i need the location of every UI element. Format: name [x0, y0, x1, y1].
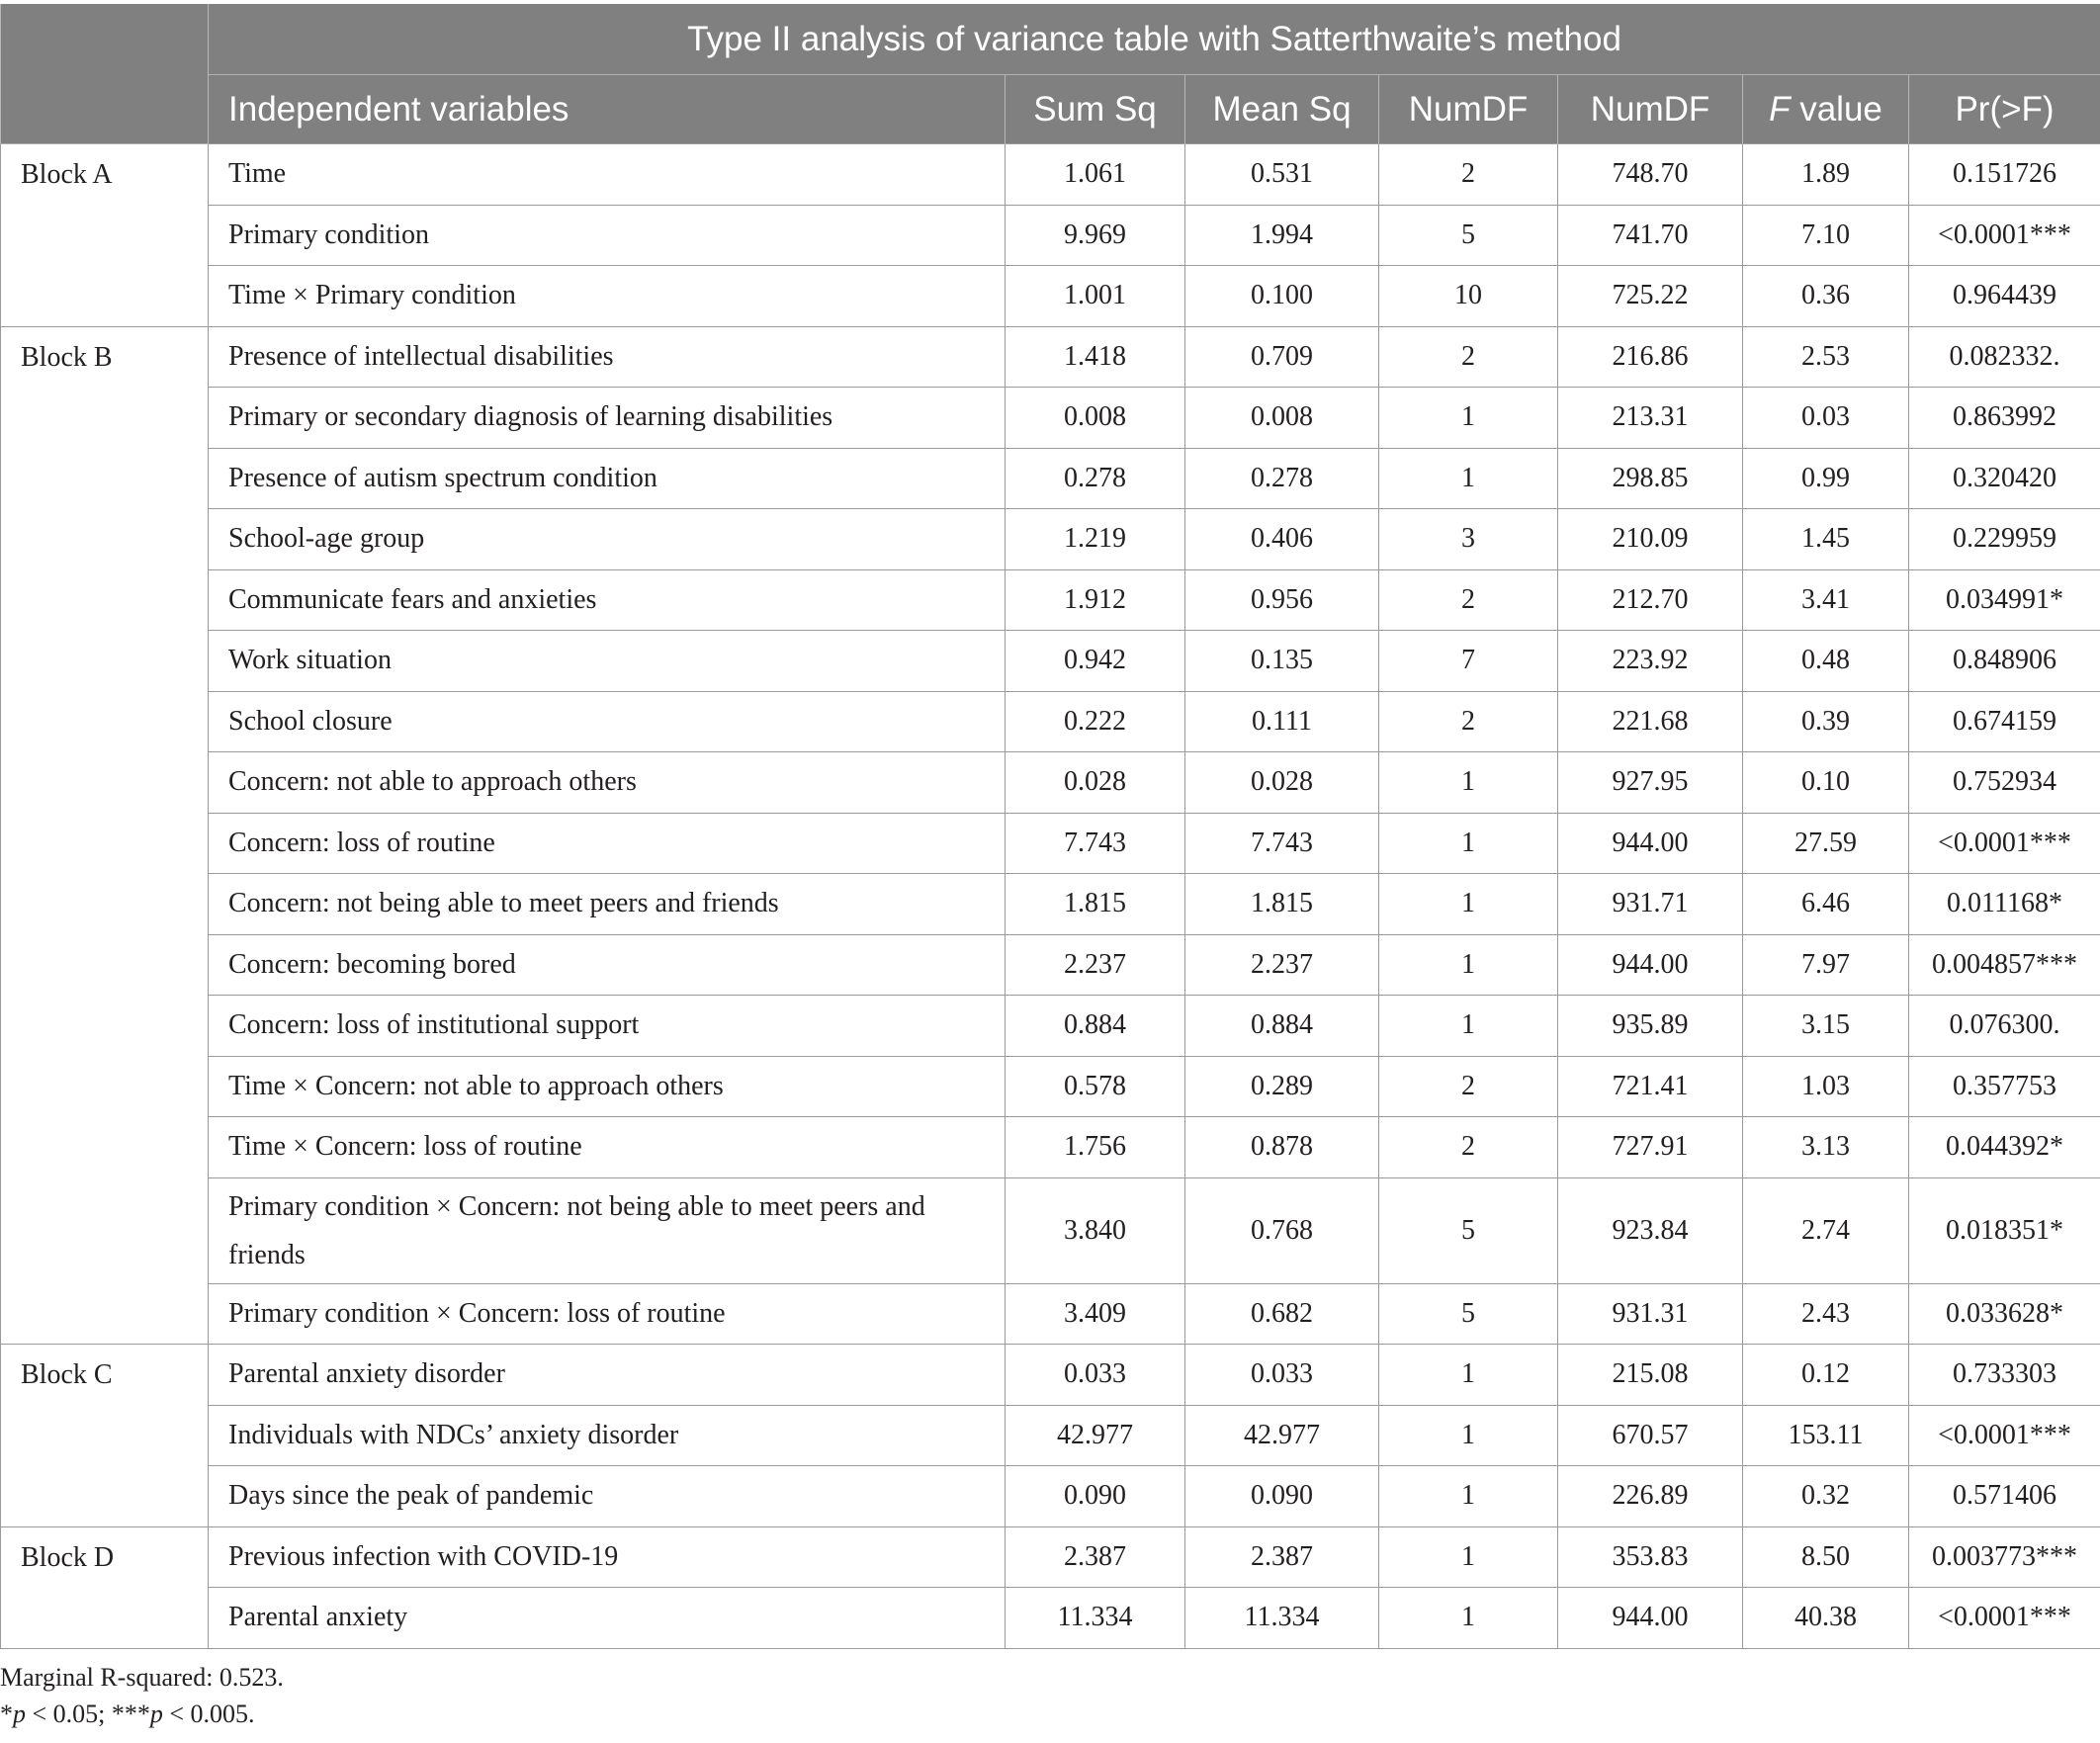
pr-f-cell: 0.011168*: [1909, 874, 2100, 935]
table-row: [1, 691, 2100, 752]
sum-sq-cell: 9.969: [1006, 205, 1185, 266]
mean-sq-cell: 11.334: [1185, 1588, 1379, 1649]
table-row: [1, 326, 2100, 388]
variable-cell: Primary or secondary diagnosis of learning disabilities: [209, 388, 1006, 449]
mean-sq-cell: 0.884: [1185, 996, 1379, 1057]
numdf-cell: 1: [1379, 1405, 1558, 1466]
variable-cell: Presence of autism spectrum condition: [209, 448, 1006, 509]
variable-cell: Work situation: [209, 631, 1006, 692]
dendf-cell: 944.00: [1558, 1588, 1743, 1649]
f-value-cell: 2.74: [1743, 1177, 1909, 1283]
col-header-f-italic: F: [1769, 89, 1791, 129]
numdf-cell: 2: [1379, 569, 1558, 631]
f-value-cell: 1.89: [1743, 144, 1909, 206]
dendf-cell: 670.57: [1558, 1405, 1743, 1466]
numdf-cell: 3: [1379, 509, 1558, 570]
mean-sq-cell: 0.878: [1185, 1117, 1379, 1178]
f-value-cell: 1.45: [1743, 509, 1909, 570]
column-header-row: [1, 75, 2100, 144]
variable-cell: Primary condition × Concern: not being able to meet peers and friends: [209, 1177, 1006, 1283]
dendf-cell: 210.09: [1558, 509, 1743, 570]
f-value-cell: 153.11: [1743, 1405, 1909, 1466]
mean-sq-cell: 0.531: [1185, 144, 1379, 206]
f-value-cell: 0.99: [1743, 448, 1909, 509]
table-row: [1, 1177, 2100, 1283]
table-row: [1, 509, 2100, 570]
table-title: Type II analysis of variance table with Satterthwaite’s method: [209, 4, 2100, 75]
pr-f-cell: 0.003773***: [1909, 1526, 2100, 1588]
mean-sq-cell: 0.682: [1185, 1283, 1379, 1345]
mean-sq-cell: 0.289: [1185, 1056, 1379, 1117]
sum-sq-cell: 2.237: [1006, 934, 1185, 996]
mean-sq-cell: 0.090: [1185, 1466, 1379, 1527]
mean-sq-cell: 0.028: [1185, 752, 1379, 814]
f-value-cell: 2.53: [1743, 326, 1909, 388]
numdf-cell: 2: [1379, 326, 1558, 388]
sum-sq-cell: 1.061: [1006, 144, 1185, 206]
block-label: Block D: [1, 1526, 209, 1648]
col-header-mean-sq: Mean Sq: [1185, 75, 1379, 144]
dendf-cell: 935.89: [1558, 996, 1743, 1057]
numdf-cell: 10: [1379, 266, 1558, 327]
block-label: Block B: [1, 326, 209, 1345]
numdf-cell: 1: [1379, 388, 1558, 449]
f-value-cell: 0.36: [1743, 266, 1909, 327]
numdf-cell: 1: [1379, 1345, 1558, 1406]
numdf-cell: 1: [1379, 448, 1558, 509]
pr-f-cell: 0.044392*: [1909, 1117, 2100, 1178]
dendf-cell: 353.83: [1558, 1526, 1743, 1588]
dendf-cell: 721.41: [1558, 1056, 1743, 1117]
sum-sq-cell: 1.815: [1006, 874, 1185, 935]
sum-sq-cell: 0.278: [1006, 448, 1185, 509]
mean-sq-cell: 0.100: [1185, 266, 1379, 327]
variable-cell: Concern: not able to approach others: [209, 752, 1006, 814]
numdf-cell: 1: [1379, 934, 1558, 996]
variable-cell: Concern: becoming bored: [209, 934, 1006, 996]
pr-f-cell: <0.0001***: [1909, 1588, 2100, 1649]
table-row: [1, 1117, 2100, 1178]
variable-cell: Time × Concern: loss of routine: [209, 1117, 1006, 1178]
table-row: [1, 1056, 2100, 1117]
note-sig-p2: p: [149, 1699, 163, 1728]
sum-sq-cell: 1.756: [1006, 1117, 1185, 1178]
numdf-cell: 2: [1379, 691, 1558, 752]
pr-f-cell: <0.0001***: [1909, 813, 2100, 874]
f-value-cell: 3.13: [1743, 1117, 1909, 1178]
sum-sq-cell: 7.743: [1006, 813, 1185, 874]
title-row: [1, 4, 2100, 75]
pr-f-cell: 0.229959: [1909, 509, 2100, 570]
col-header-f-value: [1743, 75, 1909, 144]
mean-sq-cell: 0.008: [1185, 388, 1379, 449]
table-row: [1, 1405, 2100, 1466]
pr-f-cell: 0.082332.: [1909, 326, 2100, 388]
sum-sq-cell: 42.977: [1006, 1405, 1185, 1466]
pr-f-cell: 0.863992: [1909, 388, 2100, 449]
pr-f-cell: 0.033628*: [1909, 1283, 2100, 1345]
pr-f-cell: 0.320420: [1909, 448, 2100, 509]
dendf-cell: 741.70: [1558, 205, 1743, 266]
dendf-cell: 212.70: [1558, 569, 1743, 631]
block-label: Block C: [1, 1345, 209, 1527]
dendf-cell: 216.86: [1558, 326, 1743, 388]
mean-sq-cell: 0.278: [1185, 448, 1379, 509]
note-significance: [0, 1696, 284, 1732]
numdf-cell: 1: [1379, 1526, 1558, 1588]
block-label: Block A: [1, 144, 209, 327]
col-header-pr-f: Pr(>F): [1909, 75, 2100, 144]
mean-sq-cell: 0.406: [1185, 509, 1379, 570]
variable-cell: Primary condition: [209, 205, 1006, 266]
table-row: [1, 448, 2100, 509]
sum-sq-cell: 11.334: [1006, 1588, 1185, 1649]
table-row: [1, 996, 2100, 1057]
numdf-cell: 5: [1379, 1177, 1558, 1283]
table-row: [1, 1526, 2100, 1588]
col-header-dendf: NumDF: [1558, 75, 1743, 144]
f-value-cell: 27.59: [1743, 813, 1909, 874]
table-row: [1, 874, 2100, 935]
sum-sq-cell: 3.409: [1006, 1283, 1185, 1345]
f-value-cell: 8.50: [1743, 1526, 1909, 1588]
pr-f-cell: 0.357753: [1909, 1056, 2100, 1117]
variable-cell: Time × Concern: not able to approach others: [209, 1056, 1006, 1117]
f-value-cell: 7.97: [1743, 934, 1909, 996]
numdf-cell: 5: [1379, 1283, 1558, 1345]
pr-f-cell: 0.752934: [1909, 752, 2100, 814]
variable-cell: Parental anxiety: [209, 1588, 1006, 1649]
dendf-cell: 944.00: [1558, 934, 1743, 996]
f-value-cell: 0.03: [1743, 388, 1909, 449]
col-header-independent-variables: Independent variables: [209, 75, 1006, 144]
f-value-cell: 7.10: [1743, 205, 1909, 266]
f-value-cell: 2.43: [1743, 1283, 1909, 1345]
sum-sq-cell: 1.001: [1006, 266, 1185, 327]
table-row: [1, 205, 2100, 266]
pr-f-cell: 0.733303: [1909, 1345, 2100, 1406]
numdf-cell: 1: [1379, 1466, 1558, 1527]
note-sig-t1: < 0.05; ***: [26, 1699, 150, 1728]
dendf-cell: 226.89: [1558, 1466, 1743, 1527]
table-header: [1, 4, 2100, 144]
numdf-cell: 2: [1379, 144, 1558, 206]
table-row: [1, 1466, 2100, 1527]
pr-f-cell: 0.964439: [1909, 266, 2100, 327]
pr-f-cell: 0.848906: [1909, 631, 2100, 692]
variable-cell: Time × Primary condition: [209, 266, 1006, 327]
f-value-cell: 0.10: [1743, 752, 1909, 814]
pr-f-cell: 0.034991*: [1909, 569, 2100, 631]
numdf-cell: 1: [1379, 813, 1558, 874]
table-row: [1, 144, 2100, 206]
table-row: [1, 934, 2100, 996]
sum-sq-cell: 1.418: [1006, 326, 1185, 388]
f-value-cell: 3.15: [1743, 996, 1909, 1057]
mean-sq-cell: 0.768: [1185, 1177, 1379, 1283]
mean-sq-cell: 2.237: [1185, 934, 1379, 996]
table-row: [1, 813, 2100, 874]
col-header-sum-sq: Sum Sq: [1006, 75, 1185, 144]
sum-sq-cell: 0.222: [1006, 691, 1185, 752]
anova-table: [0, 4, 2100, 1649]
mean-sq-cell: 0.956: [1185, 569, 1379, 631]
sum-sq-cell: 2.387: [1006, 1526, 1185, 1588]
table-row: [1, 1345, 2100, 1406]
mean-sq-cell: 0.111: [1185, 691, 1379, 752]
dendf-cell: 927.95: [1558, 752, 1743, 814]
f-value-cell: 0.32: [1743, 1466, 1909, 1527]
variable-cell: Presence of intellectual disabilities: [209, 326, 1006, 388]
sum-sq-cell: 1.912: [1006, 569, 1185, 631]
variable-cell: Concern: not being able to meet peers and friends: [209, 874, 1006, 935]
f-value-cell: 0.12: [1743, 1345, 1909, 1406]
mean-sq-cell: 1.994: [1185, 205, 1379, 266]
numdf-cell: 2: [1379, 1056, 1558, 1117]
table-row: [1, 1588, 2100, 1649]
sum-sq-cell: 0.884: [1006, 996, 1185, 1057]
numdf-cell: 7: [1379, 631, 1558, 692]
col-header-f-value-text: value: [1790, 89, 1882, 129]
pr-f-cell: 0.674159: [1909, 691, 2100, 752]
table-row: [1, 1283, 2100, 1345]
pr-f-cell: 0.076300.: [1909, 996, 2100, 1057]
dendf-cell: 944.00: [1558, 813, 1743, 874]
sum-sq-cell: 0.028: [1006, 752, 1185, 814]
variable-cell: Individuals with NDCs’ anxiety disorder: [209, 1405, 1006, 1466]
pr-f-cell: 0.151726: [1909, 144, 2100, 206]
dendf-cell: 931.31: [1558, 1283, 1743, 1345]
pr-f-cell: <0.0001***: [1909, 1405, 2100, 1466]
variable-cell: Concern: loss of institutional support: [209, 996, 1006, 1057]
col-header-numdf: NumDF: [1379, 75, 1558, 144]
variable-cell: School closure: [209, 691, 1006, 752]
dendf-cell: 931.71: [1558, 874, 1743, 935]
f-value-cell: 1.03: [1743, 1056, 1909, 1117]
mean-sq-cell: 0.033: [1185, 1345, 1379, 1406]
note-sig-star: *: [0, 1699, 13, 1728]
mean-sq-cell: 42.977: [1185, 1405, 1379, 1466]
pr-f-cell: 0.571406: [1909, 1466, 2100, 1527]
f-value-cell: 3.41: [1743, 569, 1909, 631]
note-r-squared: Marginal R-squared: 0.523.: [0, 1663, 284, 1692]
sum-sq-cell: 3.840: [1006, 1177, 1185, 1283]
f-value-cell: 0.48: [1743, 631, 1909, 692]
mean-sq-cell: 2.387: [1185, 1526, 1379, 1588]
table-row: [1, 388, 2100, 449]
sum-sq-cell: 1.219: [1006, 509, 1185, 570]
variable-cell: Communicate fears and anxieties: [209, 569, 1006, 631]
variable-cell: Days since the peak of pandemic: [209, 1466, 1006, 1527]
dendf-cell: 727.91: [1558, 1117, 1743, 1178]
f-value-cell: 6.46: [1743, 874, 1909, 935]
sum-sq-cell: 0.090: [1006, 1466, 1185, 1527]
variable-cell: Time: [209, 144, 1006, 206]
dendf-cell: 221.68: [1558, 691, 1743, 752]
pr-f-cell: 0.018351*: [1909, 1177, 2100, 1283]
sum-sq-cell: 0.578: [1006, 1056, 1185, 1117]
variable-cell: Concern: loss of routine: [209, 813, 1006, 874]
dendf-cell: 298.85: [1558, 448, 1743, 509]
dendf-cell: 923.84: [1558, 1177, 1743, 1283]
numdf-cell: 1: [1379, 874, 1558, 935]
mean-sq-cell: 0.135: [1185, 631, 1379, 692]
sum-sq-cell: 0.942: [1006, 631, 1185, 692]
note-sig-t2: < 0.005.: [162, 1699, 255, 1728]
pr-f-cell: 0.004857***: [1909, 934, 2100, 996]
sum-sq-cell: 0.033: [1006, 1345, 1185, 1406]
mean-sq-cell: 7.743: [1185, 813, 1379, 874]
table-row: [1, 266, 2100, 327]
numdf-cell: 2: [1379, 1117, 1558, 1178]
f-value-cell: 40.38: [1743, 1588, 1909, 1649]
pr-f-cell: <0.0001***: [1909, 205, 2100, 266]
table-row: [1, 631, 2100, 692]
variable-cell: Previous infection with COVID-19: [209, 1526, 1006, 1588]
f-value-cell: 0.39: [1743, 691, 1909, 752]
mean-sq-cell: 1.815: [1185, 874, 1379, 935]
table-body: [1, 144, 2100, 1649]
variable-cell: Primary condition × Concern: loss of routine: [209, 1283, 1006, 1345]
dendf-cell: 725.22: [1558, 266, 1743, 327]
dendf-cell: 748.70: [1558, 144, 1743, 206]
numdf-cell: 1: [1379, 996, 1558, 1057]
table-row: [1, 569, 2100, 631]
dendf-cell: 213.31: [1558, 388, 1743, 449]
numdf-cell: 5: [1379, 205, 1558, 266]
variable-cell: School-age group: [209, 509, 1006, 570]
mean-sq-cell: 0.709: [1185, 326, 1379, 388]
sum-sq-cell: 0.008: [1006, 388, 1185, 449]
header-blank-cell: [1, 4, 209, 144]
dendf-cell: 223.92: [1558, 631, 1743, 692]
variable-cell: Parental anxiety disorder: [209, 1345, 1006, 1406]
table-notes: [0, 1659, 284, 1732]
note-sig-p1: p: [13, 1699, 26, 1728]
numdf-cell: 1: [1379, 1588, 1558, 1649]
numdf-cell: 1: [1379, 752, 1558, 814]
table-row: [1, 752, 2100, 814]
dendf-cell: 215.08: [1558, 1345, 1743, 1406]
